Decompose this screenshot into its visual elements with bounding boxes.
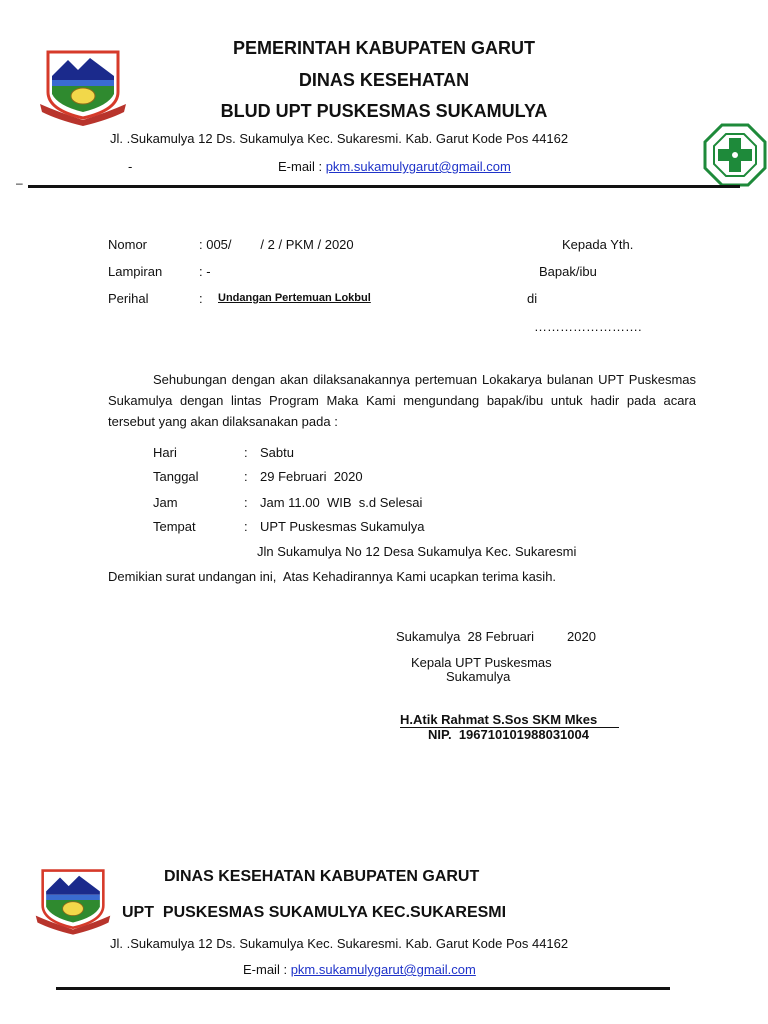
detail-address-line: Jln Sukamulya No 12 Desa Sukamulya Kec. Sukaresmi xyxy=(257,544,577,559)
header-phone-dash: - xyxy=(128,159,133,174)
footer-email-row xyxy=(243,962,476,977)
footer-email-label: E-mail : xyxy=(243,962,288,977)
recipient-greeting: Kepada Yth. xyxy=(562,237,634,252)
recipient-name: Bapak/ibu xyxy=(539,264,597,279)
lampiran-label: Lampiran xyxy=(108,264,163,279)
detail-tanggal-label: Tanggal xyxy=(153,469,199,484)
body-paragraph: Sehubungan dengan akan dilaksanakannya pertemuan Lokakarya bulanan UPT Puskesmas Sukamulya dengan lintas Program Maka Kami mengundang bapak/ibu untuk hadir pada acara tersebut yang akan dilaksanakan pada : xyxy=(108,372,696,429)
perihal-label: Perihal xyxy=(108,291,149,306)
signature-place-date: Sukamulya 28 Februari xyxy=(396,629,535,644)
recipient-dots: ……………………. xyxy=(534,319,642,334)
footer-address: Jl. .Sukamulya 12 Ds. Sukamulya Kec. Sukaresmi. Kab. Garut Kode Pos 44162 xyxy=(110,936,569,951)
footer-garut-crest-logo xyxy=(34,864,112,936)
nomor-value: : 005/ / 2 / PKM / 2020 xyxy=(199,237,354,252)
detail-tanggal-colon: : xyxy=(244,469,248,484)
detail-tempat-value: UPT Puskesmas Sukamulya xyxy=(260,519,425,534)
header-institution: BLUD UPT PUSKESMAS SUKAMULYA xyxy=(220,101,548,121)
detail-hari-value: Sabtu xyxy=(260,445,294,460)
signature-year: 2020 xyxy=(567,629,596,644)
header-rule xyxy=(28,185,740,188)
signature-title-1: Kepala UPT Puskesmas xyxy=(411,655,552,670)
health-cross-logo xyxy=(702,122,768,188)
header-government: PEMERINTAH KABUPATEN GARUT xyxy=(233,38,535,58)
signature-name: H.Atik Rahmat S.Sos SKM Mkes xyxy=(400,712,619,728)
header-email-label: E-mail : xyxy=(278,159,323,174)
perihal-colon: : xyxy=(199,291,203,306)
footer-department: DINAS KESEHATAN KABUPATEN GARUT xyxy=(164,868,480,885)
header-rule-dash: – xyxy=(16,176,23,190)
header-address: Jl. .Sukamulya 12 Ds. Sukamulya Kec. Sukaresmi. Kab. Garut Kode Pos 44162 xyxy=(110,131,569,146)
header-email-row xyxy=(278,159,511,174)
closing-sentence: Demikian surat undangan ini, Atas Kehadirannya Kami ucapkan terima kasih. xyxy=(108,569,557,584)
header-department: DINAS KESEHATAN xyxy=(298,70,470,90)
detail-hari-colon: : xyxy=(244,445,248,460)
recipient-di: di xyxy=(527,291,538,306)
lampiran-value: : - xyxy=(199,264,211,279)
footer-email-link[interactable]: pkm.sukamulygarut@gmail.com xyxy=(290,962,476,977)
detail-hari-label: Hari xyxy=(153,445,177,460)
detail-tanggal-value: 29 Februari 2020 xyxy=(260,469,363,484)
detail-tempat-colon: : xyxy=(244,519,248,534)
detail-jam-colon: : xyxy=(244,495,248,510)
footer-rule xyxy=(56,987,670,990)
signature-title-2: Sukamulya xyxy=(446,669,511,684)
perihal-value: Undangan Pertemuan Lokbul xyxy=(218,292,371,304)
nomor-label: Nomor xyxy=(108,237,148,252)
header-email-link[interactable]: pkm.sukamulygarut@gmail.com xyxy=(325,159,511,174)
footer-institution: UPT PUSKESMAS SUKAMULYA KEC.SUKARESMI xyxy=(122,904,507,921)
detail-jam-label: Jam xyxy=(153,495,178,510)
signature-nip: NIP. 196710101988031004 xyxy=(428,727,589,742)
detail-jam-value: Jam 11.00 WIB s.d Selesai xyxy=(260,495,423,510)
detail-tempat-label: Tempat xyxy=(153,519,196,534)
